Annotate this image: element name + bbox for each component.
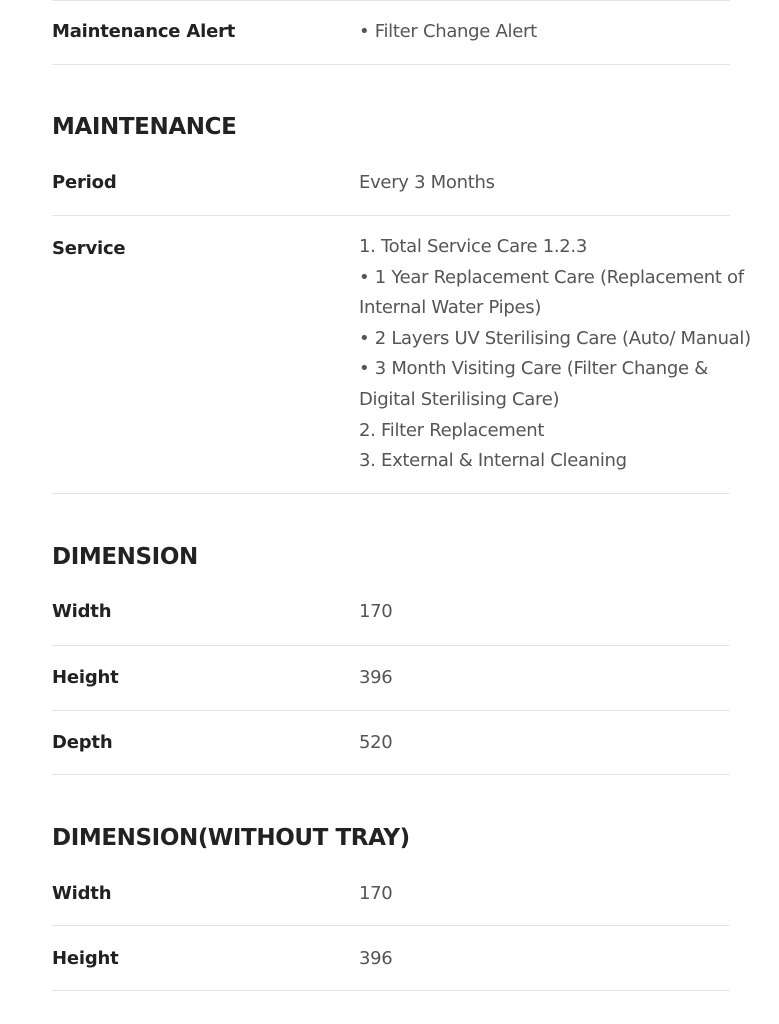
- spec-value: [359, 172, 731, 194]
- section-title-dimension-without-tray: DIMENSION(WITHOUT TRAY): [52, 825, 410, 851]
- section-title-dimension: DIMENSION: [52, 544, 198, 570]
- spec-value: [359, 948, 731, 970]
- spec-value-line: Every 3 Months: [359, 172, 495, 193]
- spec-value-line: 3. External & Internal Cleaning: [359, 450, 627, 472]
- spec-value: [359, 21, 731, 43]
- spec-value: [359, 601, 731, 623]
- spec-value-line: • 3 Month Visiting Care (Filter Change &: [359, 358, 708, 380]
- spec-value-line: 520: [359, 732, 393, 753]
- spec-value-line: • 1 Year Replacement Care (Replacement of: [359, 266, 744, 288]
- spec-value: [359, 732, 731, 754]
- spec-row-depth: [52, 732, 730, 775]
- spec-value-line: 170: [359, 883, 393, 904]
- spec-value-line: 170: [359, 601, 393, 622]
- spec-row-period: [52, 172, 730, 216]
- spec-value-line: 2. Filter Replacement: [359, 419, 545, 441]
- spec-row-maintenance-alert: [52, 21, 730, 65]
- divider: [52, 0, 730, 1]
- spec-value-line: 396: [359, 948, 393, 969]
- spec-value-line: 396: [359, 667, 393, 688]
- spec-row-width: [52, 601, 730, 646]
- spec-label: Height: [52, 667, 119, 688]
- spec-label: Height: [52, 948, 119, 969]
- spec-value-line: Digital Sterilising Care): [359, 388, 560, 410]
- spec-row-width: [52, 883, 730, 926]
- spec-label: Maintenance Alert: [52, 21, 236, 42]
- spec-row-service: [52, 232, 751, 494]
- spec-label: Width: [52, 883, 112, 904]
- spec-row-height: [52, 667, 730, 711]
- spec-value-line: • Filter Change Alert: [359, 21, 537, 42]
- spec-label: Period: [52, 172, 117, 193]
- section-title-maintenance: MAINTENANCE: [52, 114, 237, 140]
- spec-value-line: • 2 Layers UV Sterilising Care (Auto/ Manual): [359, 327, 751, 349]
- spec-value-line: Internal Water Pipes): [359, 297, 542, 319]
- spec-label: Service: [52, 238, 126, 259]
- spec-value: [359, 667, 731, 689]
- spec-value: [359, 232, 751, 477]
- spec-value-line: 1. Total Service Care 1.2.3: [359, 236, 588, 257]
- spec-label: Width: [52, 601, 112, 622]
- spec-value: [359, 883, 731, 905]
- spec-row-height: [52, 948, 730, 991]
- spec-label: Depth: [52, 732, 113, 753]
